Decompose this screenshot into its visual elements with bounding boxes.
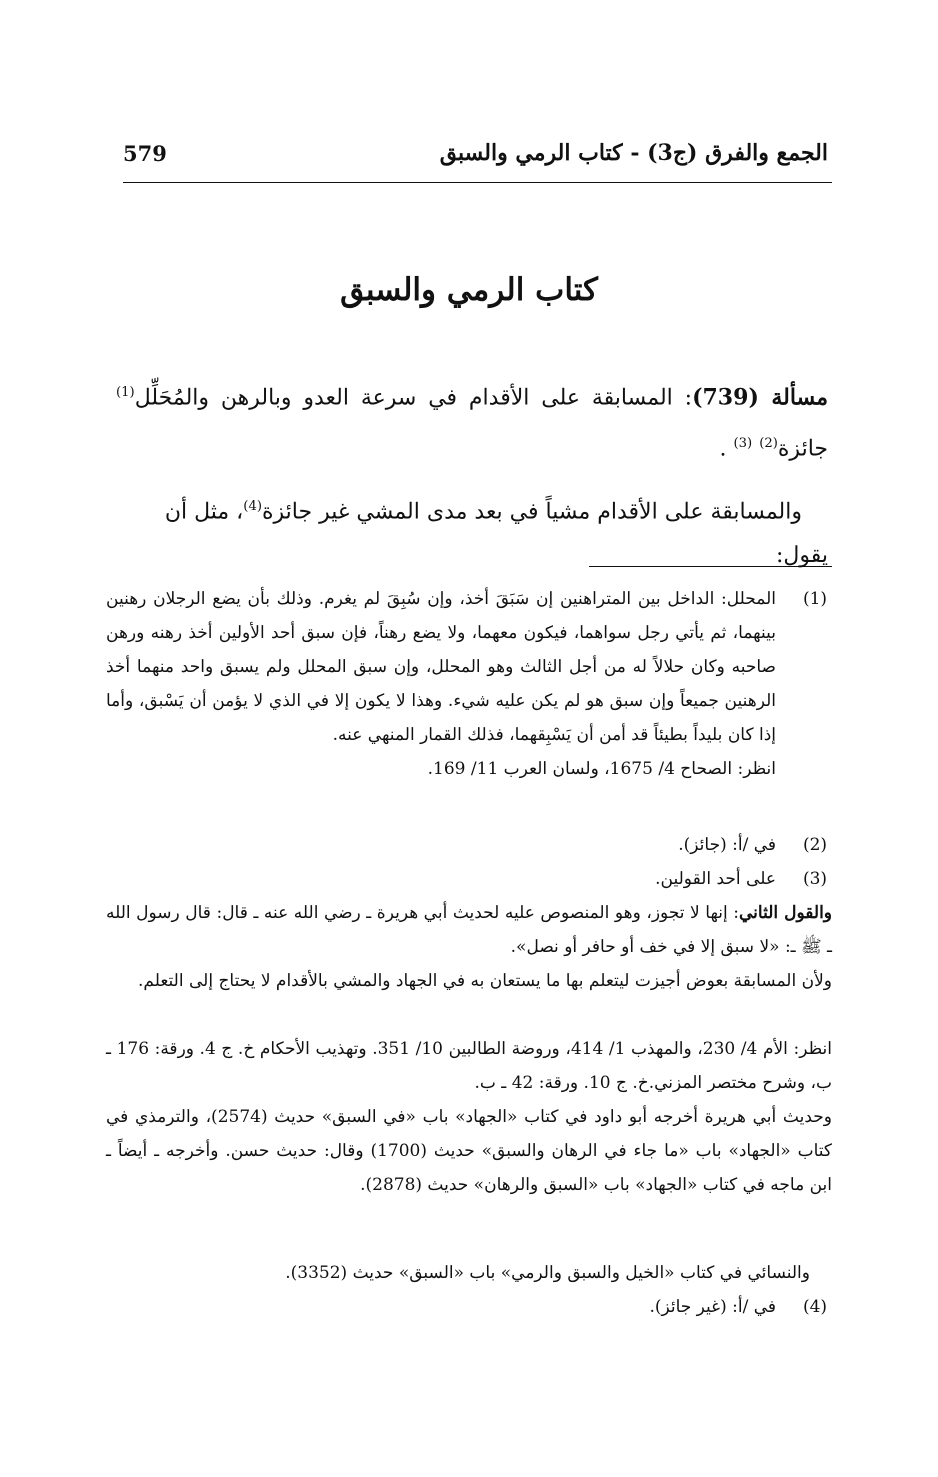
second-opinion-text: : إنها لا تجوز، وهو المنصوص عليه لحديث أبي هريرة ـ رضي الله عنه ـ قال: قال رسول الله ـ ﷺ ـ: «لا سبق إلا في خف أو حافر أو نصل».: [106, 903, 832, 957]
body-text: والمسابقة على الأقدام مشياً في بعد مدى المشي غير جائزة: [262, 499, 802, 525]
issue-end: .: [719, 436, 727, 462]
footnotes-separator: [589, 566, 832, 567]
footnote-text: في /أ: (غير جائز).: [649, 1297, 776, 1317]
issue-text: : المسابقة على الأقدام في سرعة العدو وبالرهن والمُحَلِّل: [134, 385, 693, 411]
footnote-3-nasai: والنسائي في كتاب «الخيل والسبق والرمي» باب «السبق» حديث (3352).: [285, 1263, 810, 1283]
body-paragraph: [116, 485, 828, 578]
second-opinion-label: والقول الثاني: [739, 903, 832, 923]
footnote-3: [106, 862, 832, 896]
footnote-3-reason: ولأن المسابقة بعوض أجيزت ليتعلم بها ما يستعان به في الجهاد والمشي بالأقدام لا يحتاج إلى التعلم.: [137, 971, 832, 991]
footnote-4: [106, 1290, 832, 1324]
footnote-ref-3[interactable]: (3): [733, 436, 753, 452]
footnote-ref-1[interactable]: (1): [116, 385, 135, 400]
running-title: الجمع والفرق (ج3) - كتاب الرمي والسبق: [439, 140, 828, 166]
footnote-3-refs: انظر: الأم 4/ 230، والمهذب 1/ 414، وروضة الطالبين 10/ 351. وتهذيب الأحكام خ. ج 4. ورقة: 176 ـ ب، وشرح مختصر المزني.خ. ج 10. ورقة: 42 ـ ب.: [106, 1039, 832, 1093]
footnote-source: انظر: الصحاح 4/ 1675، ولسان العرب 11/ 169.: [427, 759, 776, 779]
chapter-title: كتاب الرمي والسبق: [340, 272, 598, 308]
footnote-2: [106, 828, 832, 862]
issue-text-2: جائزة: [777, 436, 828, 462]
issue-label: مسألة (739): [692, 384, 828, 411]
header-rule: [123, 182, 832, 183]
footnote-number: (4): [802, 1297, 828, 1317]
footnote-1: [106, 582, 832, 786]
footnote-text: المحلل: الداخل بين المتراهنين إن سَبَقَ أخذ، وإن سُبِقَ لم يغرم. وذلك بأن يضع الرجلان رهنين بينهما، ثم يأتي رجل سواهما، فيكون معهما، ولا يضع رهناً، فإن سبق أحد الأولين أخذ رهنه ورهن صاحبه وكان حلالاً له من أجل الثالث وهو المحلل، وإن سبق المحلل ولم يسبق واحد منهما أخذ الرهنين جميعاً وإن سبق هو لم يكن عليه شيء. وهذا لا يكون إلا في الذي لا يؤمن أن يَسْبق، وأما إذا كان بليداً بطيئاً قد أمن أن يَسْبِقهما، فذلك القمار المنهي عنه.: [106, 589, 776, 745]
issue-paragraph: [116, 370, 828, 473]
footnote-number: (3): [802, 869, 828, 889]
footnote-3-second-opinion: [106, 896, 832, 964]
footnote-number: (1): [802, 589, 828, 609]
page-number: 579: [123, 141, 167, 166]
footnote-number: (2): [802, 835, 828, 855]
footnote-text: على أحد القولين.: [655, 869, 776, 889]
footnote-ref-4[interactable]: (4): [243, 499, 262, 514]
footnote-ref-2[interactable]: (2): [759, 436, 778, 452]
footnote-3-hadith: وحديث أبي هريرة أخرجه أبو داود في كتاب «الجهاد» باب «في السبق» حديث (2574)، والترمذي في كتاب «الجهاد» باب «ما جاء في الرهان والسبق» حديث (1700) وقال: حديث حسن. وأخرجه ـ أيضاً ـ ابن ماجه في كتاب «الجهاد» باب «السبق والرهان» حديث (2878).: [106, 1107, 832, 1195]
footnote-text: في /أ: (جائز).: [678, 835, 776, 855]
body-text-2: ، مثل أن يقول:: [164, 499, 828, 569]
